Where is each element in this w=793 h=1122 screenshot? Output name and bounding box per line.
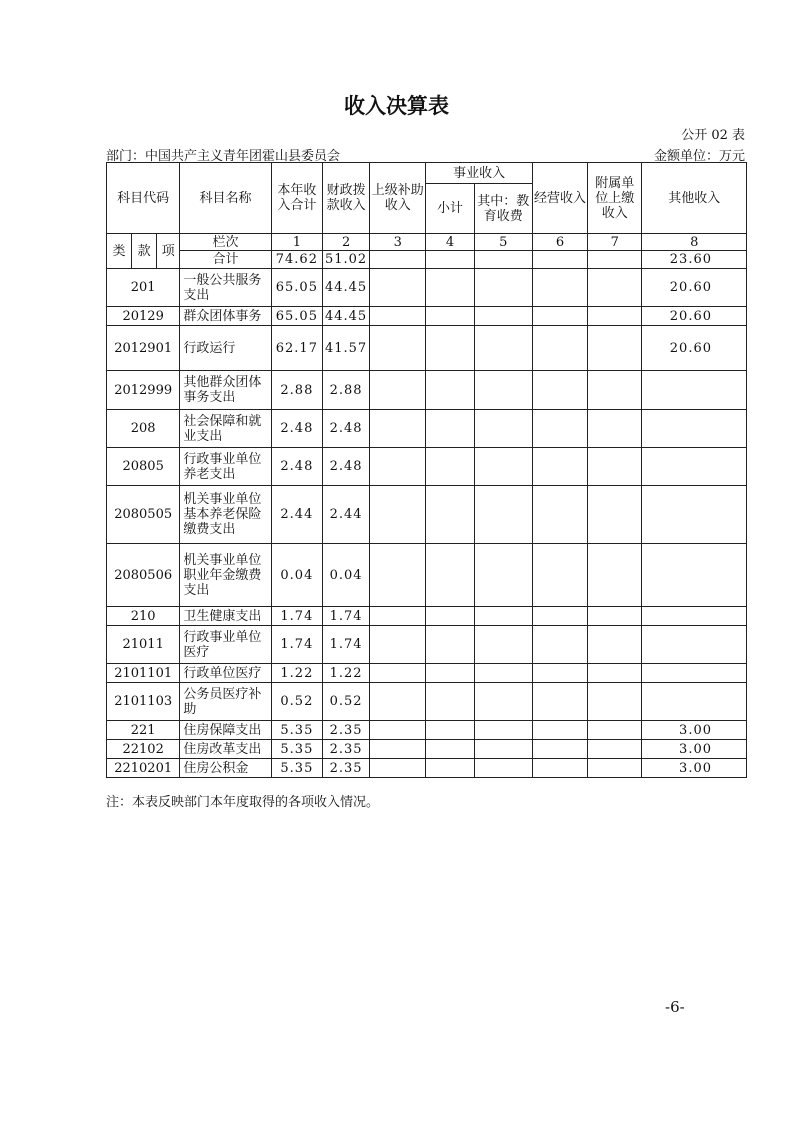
income-total: 65.05 xyxy=(271,269,322,307)
fiscal-allocation: 2.48 xyxy=(322,448,369,486)
subject-name: 行政单位医疗 xyxy=(180,664,271,683)
other-income xyxy=(642,664,747,683)
fiscal-allocation: 0.04 xyxy=(322,544,369,607)
fiscal-allocation: 2.35 xyxy=(322,759,369,778)
other-income: 20.60 xyxy=(642,326,747,371)
subject-code: 2101103 xyxy=(107,683,180,721)
header-other: 其他收入 xyxy=(642,163,747,234)
table-row xyxy=(107,683,747,721)
subject-name: 行政运行 xyxy=(180,326,271,371)
other-income: 20.60 xyxy=(642,307,747,326)
income-total: 1.74 xyxy=(271,607,322,626)
total-label: 合计 xyxy=(180,251,271,269)
column-number: 8 xyxy=(642,234,747,251)
subject-name: 住房公积金 xyxy=(180,759,271,778)
table-row xyxy=(107,721,747,740)
fiscal-allocation: 2.88 xyxy=(322,371,369,410)
subject-name: 公务员医疗补助 xyxy=(180,683,271,721)
table-row xyxy=(107,410,747,448)
subject-code: 208 xyxy=(107,410,180,448)
table-row xyxy=(107,607,747,626)
header-business-group: 事业收入 xyxy=(426,163,533,184)
subject-code: 22102 xyxy=(107,740,180,759)
header-xiang: 项 xyxy=(157,234,180,269)
subject-code: 221 xyxy=(107,721,180,740)
other-income xyxy=(642,683,747,721)
subject-code: 2080506 xyxy=(107,544,180,607)
table-row xyxy=(107,740,747,759)
subject-name: 住房保障支出 xyxy=(180,721,271,740)
other-income xyxy=(642,371,747,410)
header-lanci: 栏次 xyxy=(180,234,271,251)
subject-name: 机关事业单位基本养老保险缴费支出 xyxy=(180,486,271,544)
income-total: 0.52 xyxy=(271,683,322,721)
column-number: 6 xyxy=(532,234,587,251)
column-number: 3 xyxy=(370,234,426,251)
income-total: 2.48 xyxy=(271,410,322,448)
other-income xyxy=(642,544,747,607)
column-number: 1 xyxy=(271,234,322,251)
header-lei: 类 xyxy=(107,234,132,269)
header-total: 本年收入合计 xyxy=(271,163,322,234)
fiscal-allocation: 0.52 xyxy=(322,683,369,721)
other-income: 3.00 xyxy=(642,740,747,759)
table-note: 注：本表反映部门本年度取得的各项收入情况。 xyxy=(106,795,380,810)
table-row xyxy=(107,664,747,683)
column-number: 2 xyxy=(322,234,369,251)
other-income xyxy=(642,626,747,664)
subject-code: 21011 xyxy=(107,626,180,664)
other-income xyxy=(642,486,747,544)
header-operating: 经营收入 xyxy=(532,163,587,234)
other-income xyxy=(642,607,747,626)
table-row xyxy=(107,544,747,607)
column-number: 5 xyxy=(474,234,532,251)
income-total: 5.35 xyxy=(271,721,322,740)
table-row xyxy=(107,326,747,371)
amount-unit-label: 金额单位：万元 xyxy=(653,149,745,164)
fiscal-allocation: 2.48 xyxy=(322,410,369,448)
form-number: 公开 02 表 xyxy=(681,128,745,143)
income-total: 1.22 xyxy=(271,664,322,683)
fiscal-allocation: 1.22 xyxy=(322,664,369,683)
table-row xyxy=(107,371,747,410)
other-income: 20.60 xyxy=(642,269,747,307)
page-number: -6- xyxy=(665,998,685,1016)
subject-name: 机关事业单位职业年金缴费支出 xyxy=(180,544,271,607)
fiscal-allocation: 2.35 xyxy=(322,721,369,740)
other-income: 3.00 xyxy=(642,721,747,740)
fiscal-allocation: 44.45 xyxy=(322,307,369,326)
subject-name: 社会保障和就业支出 xyxy=(180,410,271,448)
header-affiliated: 附属单位上缴收入 xyxy=(588,163,642,234)
header-subtotal: 小计 xyxy=(426,184,474,234)
subject-code: 2101101 xyxy=(107,664,180,683)
income-table xyxy=(106,162,747,778)
header-kuan: 款 xyxy=(132,234,157,269)
other-income: 3.00 xyxy=(642,759,747,778)
subject-code: 2210201 xyxy=(107,759,180,778)
subject-code: 2012999 xyxy=(107,371,180,410)
fiscal-allocation: 1.74 xyxy=(322,626,369,664)
income-total: 5.35 xyxy=(271,740,322,759)
subject-name: 行政事业单位养老支出 xyxy=(180,448,271,486)
total-other: 23.60 xyxy=(642,251,747,269)
subject-name: 住房改革支出 xyxy=(180,740,271,759)
income-total: 0.04 xyxy=(271,544,322,607)
page-title: 收入决算表 xyxy=(344,94,449,118)
header-edu: 其中：教育收费 xyxy=(474,184,532,234)
income-total: 2.88 xyxy=(271,371,322,410)
subject-name: 一般公共服务支出 xyxy=(180,269,271,307)
other-income xyxy=(642,448,747,486)
fiscal-allocation: 2.35 xyxy=(322,740,369,759)
table-row xyxy=(107,307,747,326)
header-fiscal: 财政拨款收入 xyxy=(322,163,369,234)
department-label: 部门：中国共产主义青年团霍山县委员会 xyxy=(106,149,341,164)
header-superior: 上级补助收入 xyxy=(370,163,426,234)
column-number: 4 xyxy=(426,234,474,251)
header-code: 科目代码 xyxy=(107,163,180,234)
subject-code: 2012901 xyxy=(107,326,180,371)
income-total: 5.35 xyxy=(271,759,322,778)
fiscal-allocation: 1.74 xyxy=(322,607,369,626)
subject-code: 20129 xyxy=(107,307,180,326)
income-total: 2.48 xyxy=(271,448,322,486)
fiscal-allocation: 41.57 xyxy=(322,326,369,371)
table-row xyxy=(107,626,747,664)
income-total: 65.05 xyxy=(271,307,322,326)
subject-name: 其他群众团体事务支出 xyxy=(180,371,271,410)
subject-code: 210 xyxy=(107,607,180,626)
other-income xyxy=(642,410,747,448)
income-total: 1.74 xyxy=(271,626,322,664)
total-fiscal: 51.02 xyxy=(322,251,369,269)
subject-name: 卫生健康支出 xyxy=(180,607,271,626)
fiscal-allocation: 44.45 xyxy=(322,269,369,307)
income-total: 2.44 xyxy=(271,486,322,544)
total-row xyxy=(107,251,747,269)
column-number: 7 xyxy=(588,234,642,251)
subject-code: 20805 xyxy=(107,448,180,486)
table-row xyxy=(107,486,747,544)
fiscal-allocation: 2.44 xyxy=(322,486,369,544)
subject-code: 201 xyxy=(107,269,180,307)
subject-name: 群众团体事务 xyxy=(180,307,271,326)
total-income: 74.62 xyxy=(271,251,322,269)
subject-code: 2080505 xyxy=(107,486,180,544)
table-row xyxy=(107,448,747,486)
header-name: 科目名称 xyxy=(180,163,271,234)
subject-name: 行政事业单位医疗 xyxy=(180,626,271,664)
table-row xyxy=(107,759,747,778)
income-total: 62.17 xyxy=(271,326,322,371)
table-row xyxy=(107,269,747,307)
